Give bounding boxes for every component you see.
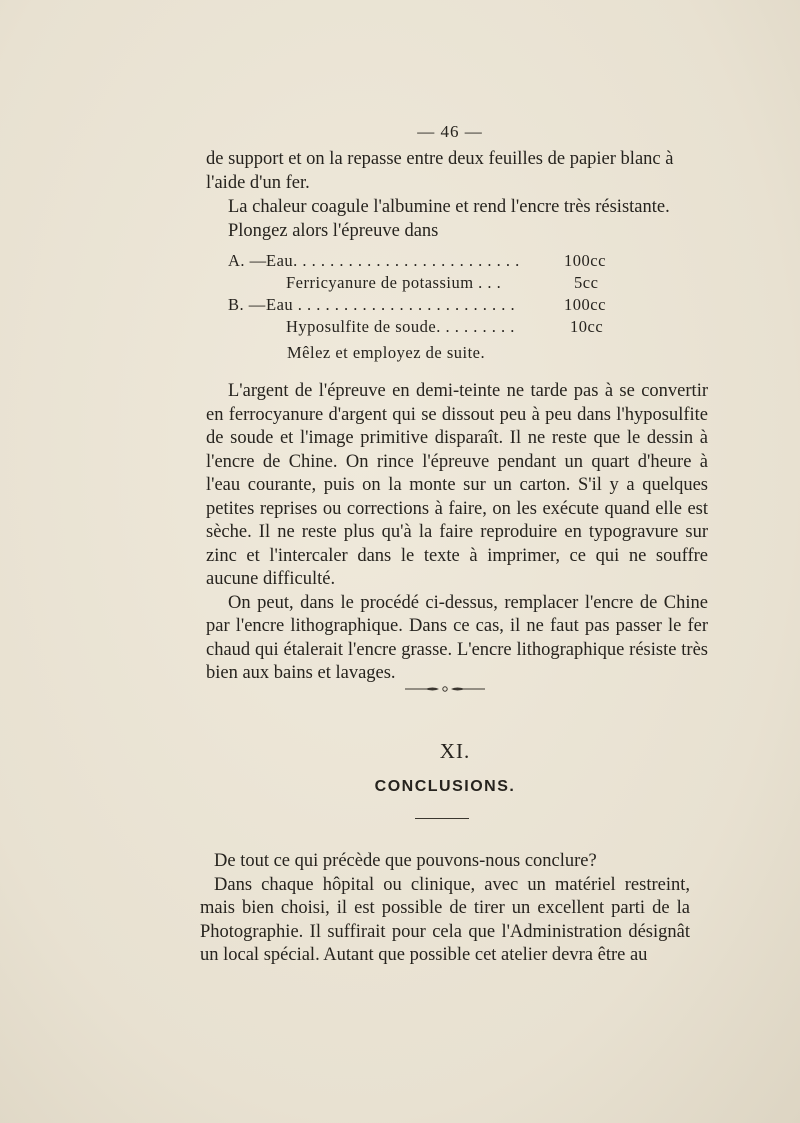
title-divider [415, 818, 469, 819]
recipe-line [228, 250, 628, 272]
paragraph-argent: L'argent de l'épreuve en demi-teinte ne tarde pas à se convertir en ferrocyanure d'argent qui se dissout peu à peu dans l'hyposulfite de soude et l'image primitive disparaît. Il ne reste que le dessin à l'encre de Chine. On rince l'épreuve pendant un quart d'heure à l'eau courante, puis on la monte sur un carton. S'il y a quelques petites reprises ou corrections à faire, on les exécute quand elle est sèche. Il ne reste plus qu'à la faire reproduire en typogravure sur zinc et l'intercaler dans le texte à imprimer, ce qui ne souffre aucune difficulté. [206, 381, 708, 589]
recipe-item: Eau. . . . . . . . . . . . . . . . . . . . . . . . . [266, 251, 520, 270]
recipe-line [228, 294, 628, 316]
paragraph-plongez: Plongez alors l'épreuve dans [228, 220, 439, 241]
conclusion-text [200, 850, 690, 968]
section-ornament [405, 686, 485, 692]
recipe-quantity: 10cc [570, 317, 604, 336]
recipe-item: Eau . . . . . . . . . . . . . . . . . . . . . . . . [266, 295, 516, 314]
paragraph-encre-lithographique: On peut, dans le procédé ci-dessus, remplacer l'encre de Chine par l'encre lithographique. Dans ce cas, il ne faut pas passer le fer chaud qui étalerait l'encre grasse. L'encre lithographique résiste très bien aux bains et lavages. [206, 592, 708, 683]
recipe-b [228, 294, 628, 338]
recipe-label: A. — [228, 251, 267, 270]
recipe-item: Ferricyanure de potassium . . . [286, 273, 502, 292]
recipe-note: Mêlez et employez de suite. [287, 343, 486, 362]
chapter-title: CONCLUSIONS. [374, 778, 516, 795]
paragraph-albumine: La chaleur coagule l'albumine et rend l'encre très résistante. [228, 197, 670, 217]
recipe-line [228, 272, 628, 294]
recipe-quantity: 5cc [574, 273, 599, 292]
main-text [206, 380, 708, 686]
recipe-label: B. — [228, 295, 266, 314]
recipe-quantity: 100cc [564, 251, 606, 270]
recipe-line [228, 316, 628, 338]
chapter-number: XI. [439, 739, 471, 763]
opening-text [206, 148, 708, 243]
paragraph-question: De tout ce qui précède que pouvons-nous conclure? [214, 851, 597, 871]
paragraph-continuation: de support et on la repasse entre deux feuilles de papier blanc à l'aide d'un fer. [206, 149, 674, 193]
page-number: — 46 — [417, 122, 483, 141]
recipe-item: Hyposulfite de soude. . . . . . . . . [286, 317, 515, 336]
recipe-quantity: 100cc [564, 295, 606, 314]
paragraph-hopital: Dans chaque hôpital ou clinique, avec un matériel restreint, mais bien choisi, il est possible de tirer un excellent parti de la Photographie. Il suffirait pour cela que l'Administration désignât un local spécial. Autant que possible cet atelier devra être au [200, 874, 690, 965]
recipe-a [228, 250, 628, 294]
